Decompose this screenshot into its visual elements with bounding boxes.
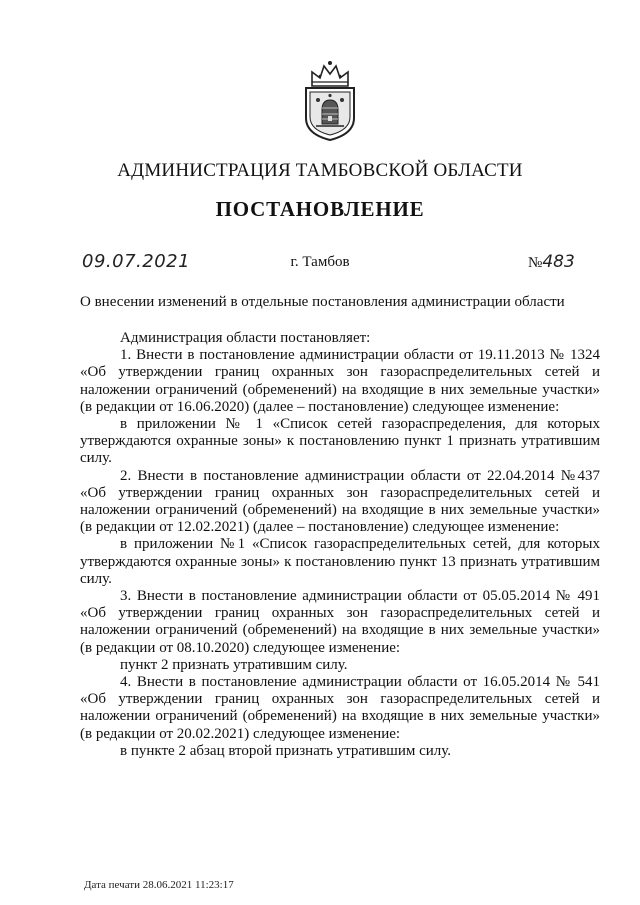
body-paragraph: в приложении № 1 «Список сетей газораспределения, для которых утверждаются охранные зоны» к постановлению пункт 1 признать утратившим силу. xyxy=(80,416,600,467)
body-paragraph: 4. Внести в постановление администрации области от 16.05.2014 № 541 «Об утверждении границ охранных зон газораспределительных сетей и наложении ограничений (обременений) на входящие в них земельные участки» (в редакции от 20.02.2021) следующее изменение: xyxy=(80,674,600,742)
body-paragraph: 3. Внести в постановление администрации области от 05.05.2014 № 491 «Об утверждении границ охранных зон газораспределительных сетей и наложении ограничений (обременений) на входящие в них земельные участки» (в редакции от 08.10.2020) следующее изменение: xyxy=(80,588,600,656)
body-paragraph: пункт 2 признать утратившим силу. xyxy=(120,656,348,673)
document-type: ПОСТАНОВЛЕНИЕ xyxy=(215,197,425,221)
organization-title: АДМИНИСТРАЦИЯ ТАМБОВСКОЙ ОБЛАСТИ xyxy=(117,160,523,181)
document-body xyxy=(80,330,600,760)
document-date: 09.07.2021 xyxy=(82,251,191,272)
number-value: 483 xyxy=(542,252,575,272)
tambov-coat-of-arms-icon xyxy=(298,58,362,142)
document-subject: О внесении изменений в отдельные постановления администрации области xyxy=(80,294,565,310)
body-paragraph: 1. Внести в постановление администрации области от 19.11.2013 № 1324 «Об утверждении границ охранных зон газораспределительных сетей и наложении ограничений (обременений) на входящие в них земельные участки» (в редакции от 16.06.2020) (далее – постановление) следующее изменение: xyxy=(80,347,600,415)
print-date: Дата печати 28.06.2021 11:23:17 xyxy=(84,879,234,891)
document-number xyxy=(528,252,575,272)
body-paragraph: в приложении №1 «Список газораспределительных сетей, для которых утверждаются охранные зоны» к постановлению пункт 13 признать утратившим силу. xyxy=(80,536,600,587)
body-paragraph: 2. Внести в постановление администрации области от 22.04.2014 №437 «Об утверждении границ охранных зон газораспределительных сетей и наложении ограничений (обременений) на входящие в них земельные участки» (в редакции от 12.02.2021) (далее – постановление) следующее изменение: xyxy=(80,467,600,536)
document-city: г. Тамбов xyxy=(290,254,350,270)
body-paragraph: в пункте 2 абзац второй признать утратившим силу. xyxy=(120,742,452,759)
number-prefix: № xyxy=(528,255,543,271)
body-paragraph: Администрация области постановляет: xyxy=(120,330,371,346)
